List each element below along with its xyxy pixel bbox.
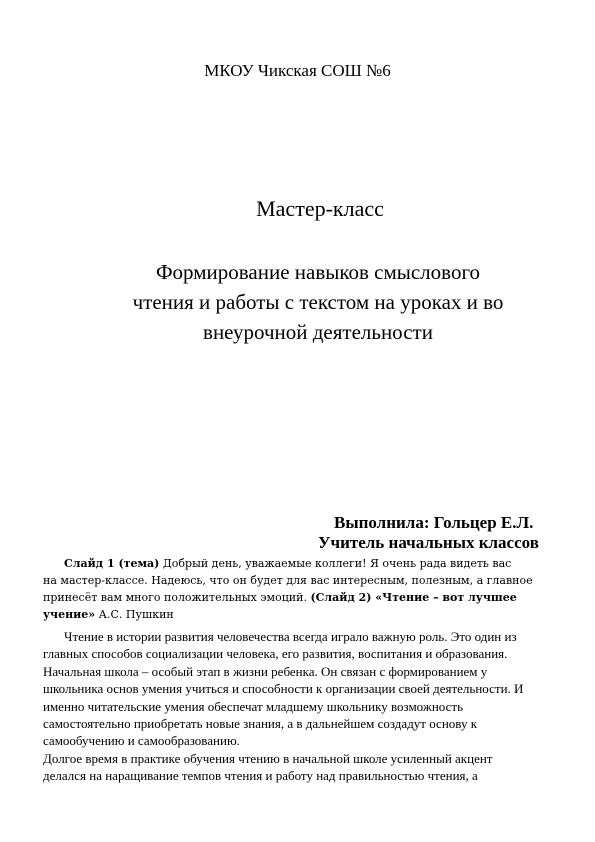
body-line: школьника основ умения учиться и способности к организации своей деятельности. И <box>43 681 524 697</box>
author-name: Выполнила: Гольцер Е.Л. <box>334 513 534 532</box>
slide-line <box>43 606 558 623</box>
slide-label: (Слайд 2) <box>310 591 372 604</box>
event-type: Мастер-класс <box>256 196 384 221</box>
school-name: МКОУ Чикская СОШ №6 <box>204 61 391 80</box>
body-line: Долгое время в практике обучения чтению в начальной школе усиленный акцент <box>43 750 493 766</box>
body-text <box>43 628 573 785</box>
body-line: Начальная школа – особый этап в жизни ребенка. Он связан с формированием у <box>43 663 488 679</box>
slide-line <box>43 555 558 572</box>
title-line: внеурочной деятельности <box>203 320 433 344</box>
slide-line: на мастер-классе. Надеюсь, что он будет для вас интересным, полезным, а главное <box>43 574 533 587</box>
slide-quote: «Чтение – вот лучшее <box>371 591 517 604</box>
body-line: делался на наращивание темпов чтения и работу над правильностью чтения, а <box>43 768 478 784</box>
title-line: Формирование навыков смыслового <box>155 260 481 284</box>
document-title <box>58 257 578 347</box>
body-line: самостоятельно приобретать новые знания, а в дальнейшем создадут основу к <box>43 716 478 732</box>
body-line: самообучению и самообразованию. <box>43 733 240 749</box>
body-line: Чтение в истории развития человечества всегда играло важную роль. Это один из <box>64 629 517 644</box>
slide-text: Добрый день, уважаемые коллеги! Я очень рада видеть вас <box>159 557 512 570</box>
title-line: чтения и работы с текстом на уроках и во <box>132 290 504 314</box>
slide-label: Слайд 1 (тема) <box>64 557 160 570</box>
slide-text: принесёт вам много положительных эмоций. <box>43 591 311 604</box>
body-line: именно читательские умения обеспечат младшему школьнику возможность <box>43 698 464 714</box>
body-line: главных способов социализации человека, его развития, воспитания и образования. <box>43 646 508 662</box>
slide-intro <box>43 555 558 623</box>
author-position: Учитель начальных классов <box>318 533 539 552</box>
slide-line <box>43 589 558 606</box>
slide-text: А.С. Пушкин <box>95 608 174 621</box>
slide-quote: учение» <box>43 608 96 621</box>
